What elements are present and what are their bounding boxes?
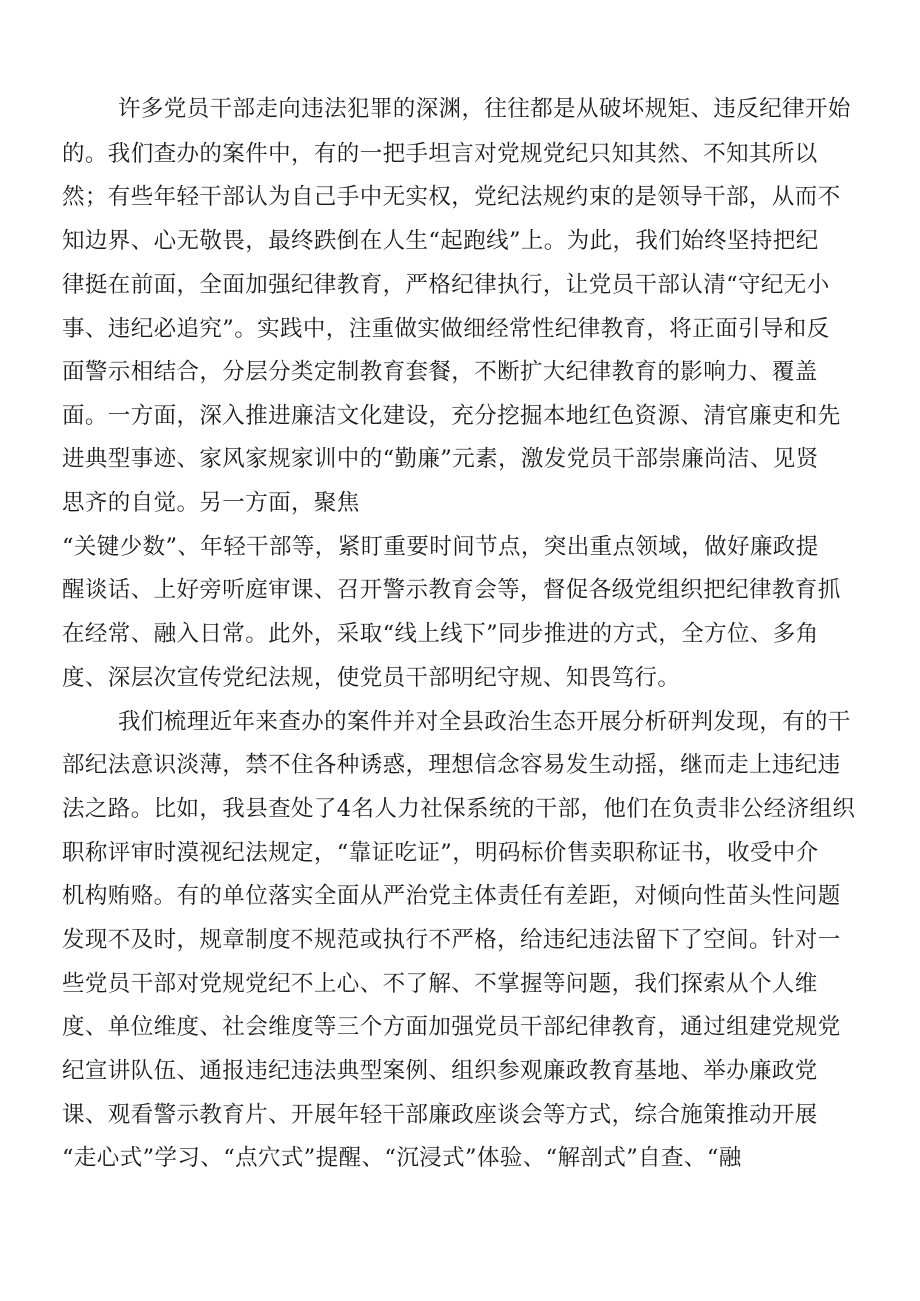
text-line: 律挺在前面，全面加强纪律教育，严格纪律执行，让党员干部认清“守纪无小 (62, 272, 830, 298)
text-line: 面警示相结合，分层分类定制教育套餐，不断扩大纪律教育的影响力、覆盖 (62, 359, 818, 385)
text-line: “关键少数”、年轻干部等，紧盯重要时间节点，突出重点领域，做好廉政提 (62, 534, 819, 560)
text-line: 些党员干部对党规党纪不上心、不了解、不掌握等问题，我们探索从个人维 (62, 971, 818, 997)
text-line: 机构贿赂。有的单位落实全面从严治党主体责任有差距，对倾向性苗头性问题 (62, 883, 841, 909)
text-line: 在经常、融入日常。此外，采取“线上线下”同步推进的方式，全方位、多角 (62, 621, 819, 647)
text-line: 度、深层次宣传党纪法规，使党员干部明纪守规、知畏笃行。 (62, 665, 681, 691)
text-line: 思齐的自觉。另一方面，聚焦 (62, 490, 360, 516)
text-line: “走心式”学习、“点穴式”提醒、“沉浸式”体验、“解剖式”自查、“融 (62, 1145, 742, 1171)
text-line: 我们梳理近年来查办的案件并对全县政治生态开展分析研判发现，有的干 (118, 709, 851, 735)
text-line: 职称评审时漠视纪法规定，“靠证吃证”，明码标价售卖职称证书，收受中介 (62, 840, 819, 866)
text-line: 纪宣讲队伍、通报违纪违法典型案例、组织参观廉政教育基地、举办廉政党 (62, 1058, 818, 1084)
text-line: 度、单位维度、社会维度等三个方面加强党员干部纪律教育，通过组建党规党 (62, 1014, 841, 1040)
text-line: 部纪法意识淡薄，禁不住各种诱惑，理想信念容易发生动摇，继而走上违纪违 (62, 752, 841, 778)
text-line: 面。一方面，深入推进廉洁文化建设，充分挖掘本地红色资源、清官廉吏和先 (62, 403, 841, 429)
text-line: 醒谈话、上好旁听庭审课、召开警示教育会等，督促各级党组织把纪律教育抓 (62, 577, 841, 603)
text-line: 知边界、心无敬畏，最终跌倒在人生“起跑线”上。为此，我们始终坚持把纪 (62, 228, 819, 254)
text-line: 然；有些年轻干部认为自己手中无实权，党纪法规约束的是领导干部，从而不 (62, 184, 841, 210)
text-line: 法之路。比如，我县查处了4名人力社保系统的干部，他们在负责非公经济组织 (62, 796, 856, 822)
text-line: 进典型事迹、家风家规家训中的“勤廉”元素，激发党员干部崇廉尚洁、见贤 (62, 446, 819, 472)
text-line: 的。我们查办的案件中，有的一把手坦言对党规党纪只知其然、不知其所以 (62, 141, 818, 167)
text-line: 许多党员干部走向违法犯罪的深渊，往往都是从破坏规矩、违反纪律开始 (118, 96, 851, 122)
text-line: 事、违纪必追究”。实践中，注重做实做细经常性纪律教育，将正面引导和反 (62, 316, 830, 342)
text-line: 发现不及时，规章制度不规范或执行不严格，给违纪违法留下了空间。针对一 (62, 927, 841, 953)
text-line: 课、观看警示教育片、开展年轻干部廉政座谈会等方式，综合施策推动开展 (62, 1102, 818, 1128)
